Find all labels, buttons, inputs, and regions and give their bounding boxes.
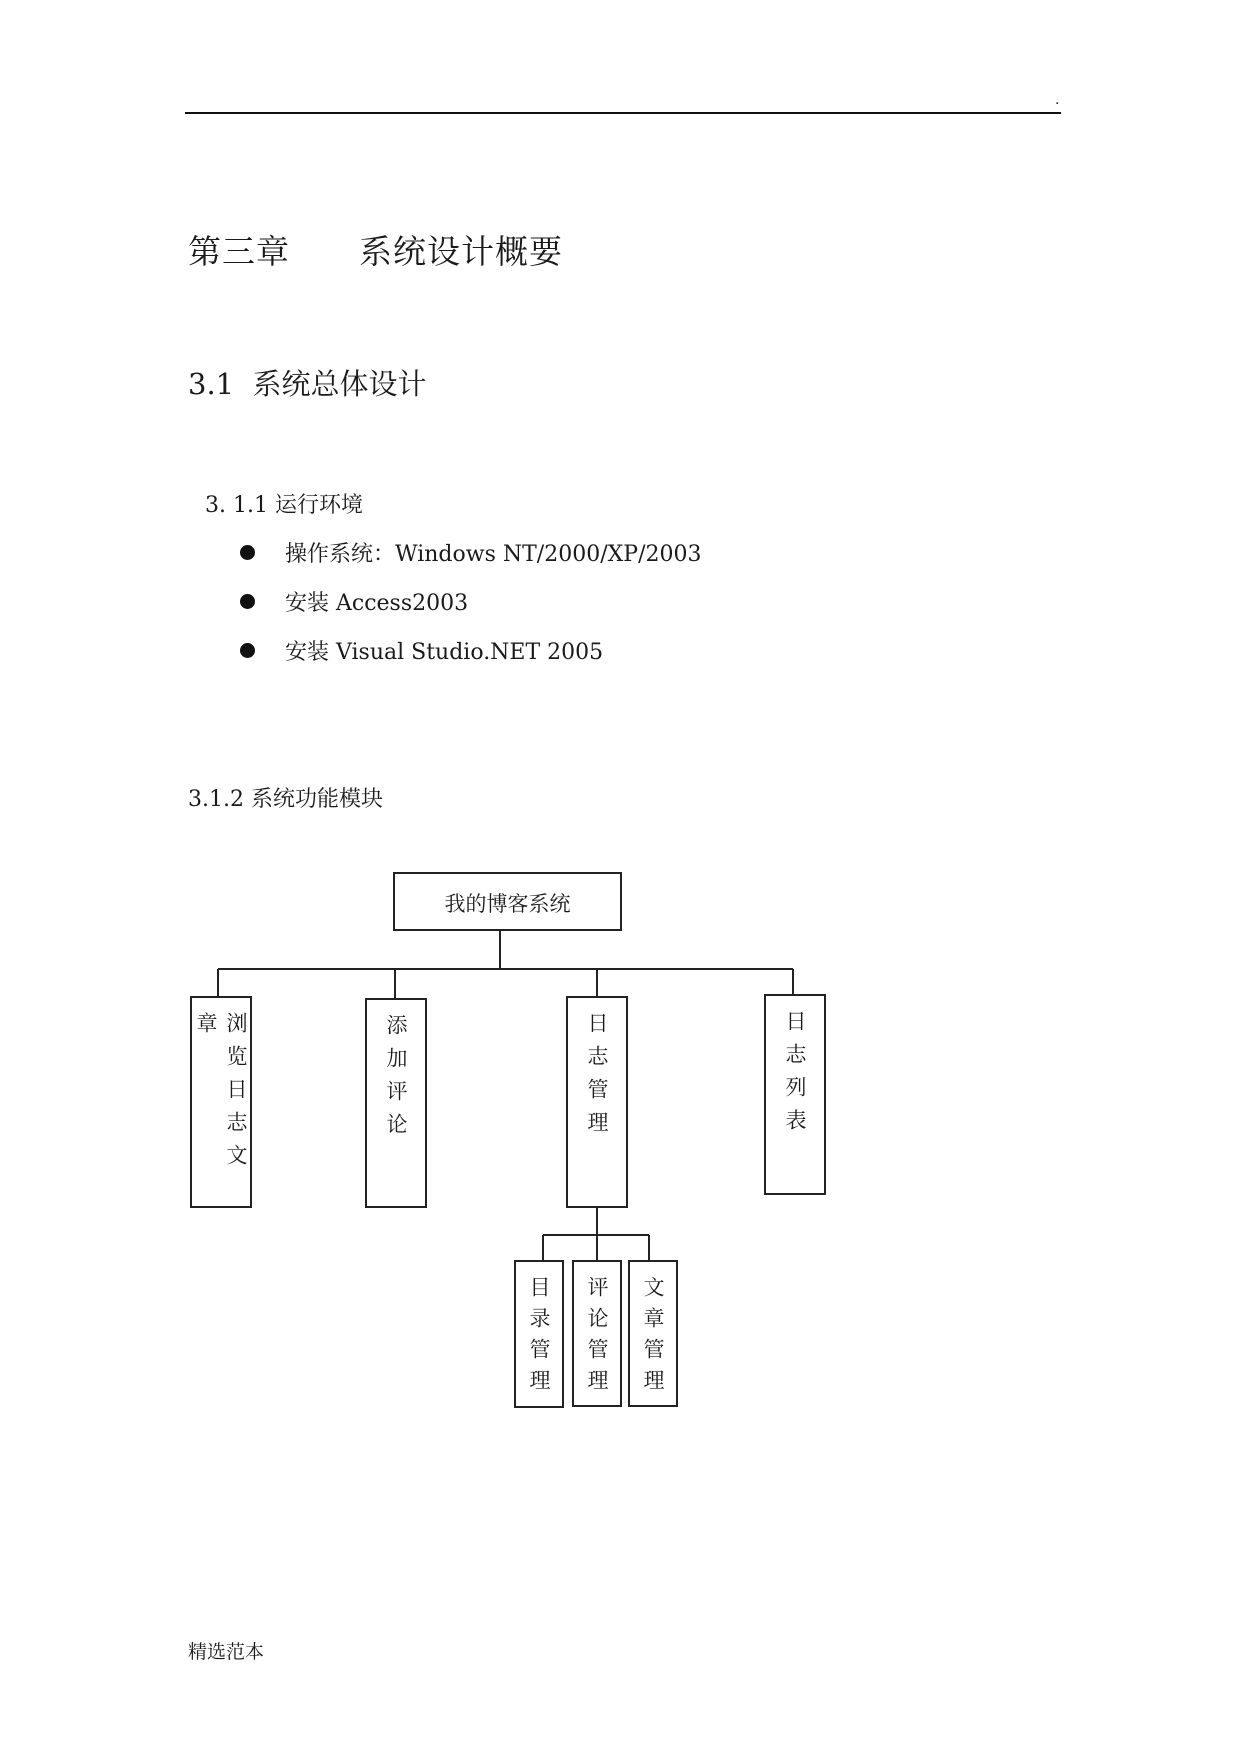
footer-text: 精选范本	[188, 1641, 265, 1663]
module-box-log-management	[566, 996, 628, 1208]
bullet-icon	[240, 643, 255, 658]
module-box-add-comment	[365, 998, 427, 1208]
list-item	[240, 635, 603, 666]
section-title: 3.1 系统总体设计	[188, 367, 427, 401]
submodule-label: 文章管理	[641, 1276, 665, 1400]
list-item	[240, 537, 701, 568]
list-item-text: 操作系统：Windows NT/2000/XP/2003	[285, 542, 702, 567]
bullet-icon	[240, 594, 255, 609]
module-label: 添加评论	[384, 1014, 408, 1146]
root-module-label: 我的博客系统	[444, 892, 571, 916]
header-dot: .	[1055, 92, 1060, 108]
module-label: 浏览日志文章	[194, 1012, 248, 1177]
module-label: 日志管理	[585, 1012, 609, 1144]
submodule-box-article-management	[628, 1260, 678, 1407]
list-item	[240, 586, 468, 617]
list-item-text: 安装 Visual Studio.NET 2005	[285, 640, 604, 665]
bullet-icon	[240, 545, 255, 560]
root-module-box	[393, 872, 622, 931]
submodule-label: 目录管理	[527, 1276, 551, 1400]
subsection-title-runtime: 3. 1.1 运行环境	[205, 493, 363, 518]
submodule-box-comment-management	[572, 1260, 622, 1407]
header-rule	[185, 112, 1061, 114]
module-box-log-list	[764, 994, 826, 1195]
list-item-text: 安装 Access2003	[285, 591, 469, 616]
chapter-title: 第三章 系统设计概要	[188, 232, 563, 271]
submodule-box-directory-management	[514, 1260, 564, 1408]
subsection-title-modules: 3.1.2 系统功能模块	[188, 787, 383, 812]
module-label: 日志列表	[783, 1010, 807, 1142]
submodule-label: 评论管理	[585, 1276, 609, 1400]
module-box-browse-articles	[190, 996, 252, 1208]
